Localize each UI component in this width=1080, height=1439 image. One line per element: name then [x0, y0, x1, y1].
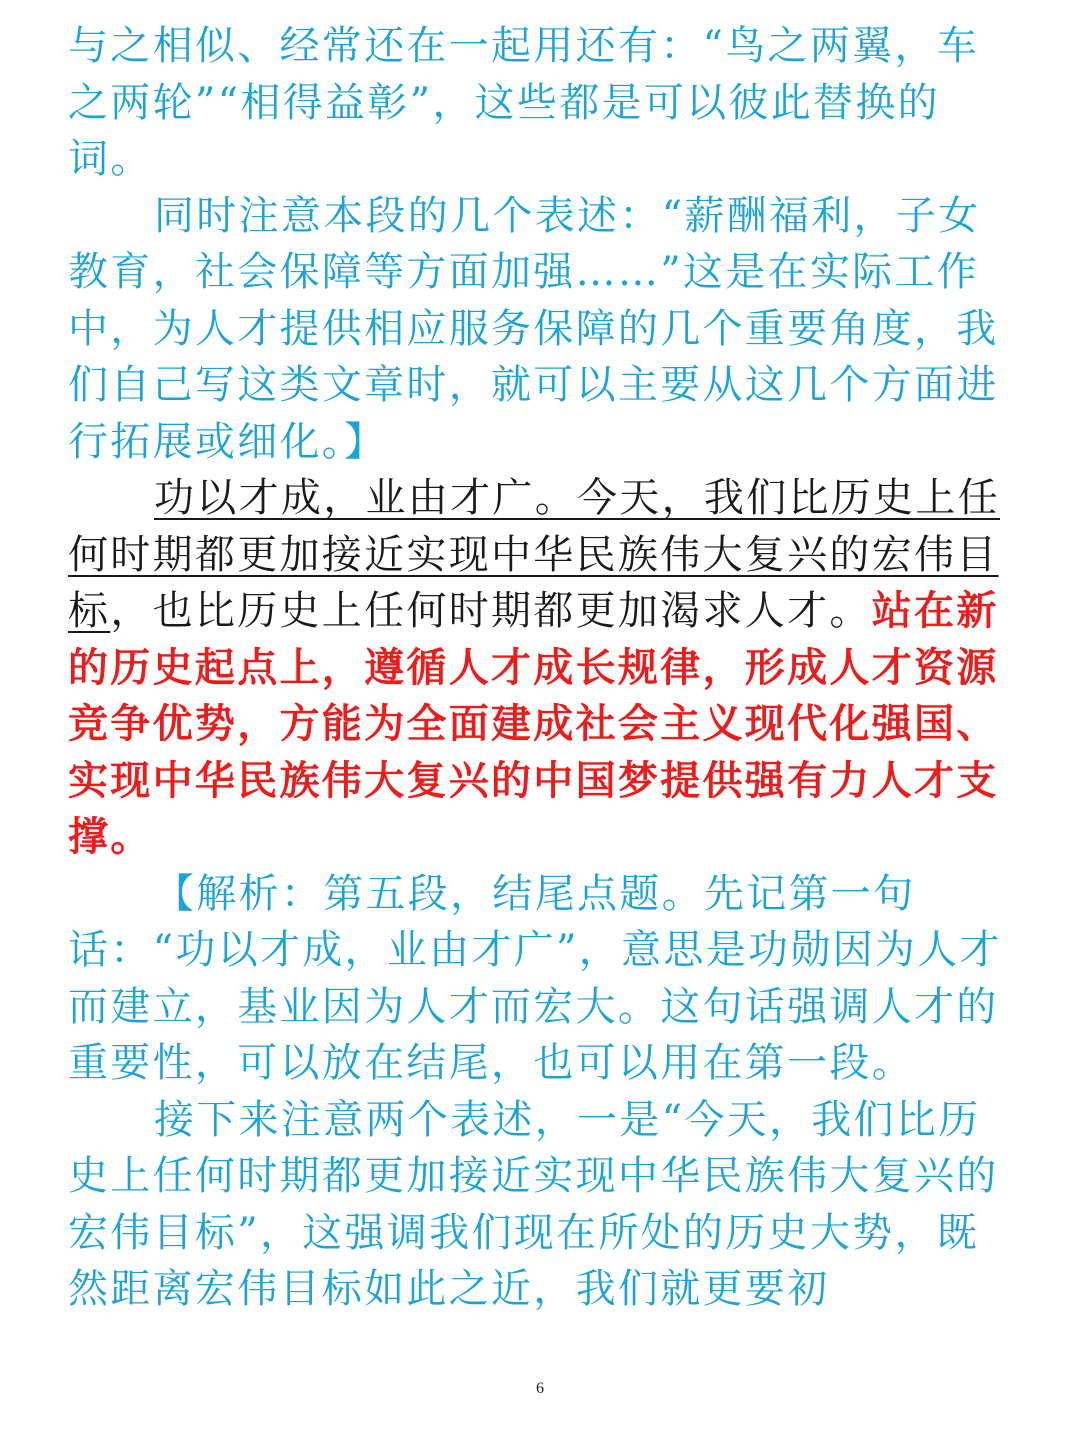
- underlined-text: 功以才成，业由才广。今天，我们比历史上任何时期都更加接近实现中华民族伟大复兴的宏伟目标: [68, 475, 1000, 634]
- analysis-paragraph-2: 同时注意本段的几个表述：“薪酬福利，子女教育，社会保障等方面加强……”这是在实际工作中，为人才提供相应服务保障的几个重要角度，我们自己写这类文章时，就可以主要从这几个方面进行拓展或细化。】: [68, 192, 999, 465]
- red-highlight-text: 站在新的历史起点上，遵循人才成长规律，形成人才资源竞争优势，方能为全面建成社会主义现代化强国、实现中华民族伟大复兴的中国梦提供强有力人才支撑。: [68, 587, 999, 860]
- document-body: [68, 18, 1018, 1318]
- analysis-paragraph-4: 接下来注意两个表述，一是“今天，我们比历史上任何时期都更加接近实现中华民族伟大复兴的宏伟目标”，这强调我们现在所处的历史大势，既然距离宏伟目标如此之近，我们就更要初: [68, 1096, 999, 1312]
- analysis-paragraph-1: 与之相似、经常还在一起用还有：“鸟之两翼，车之两轮”“相得益彰”，这些都是可以彼此替换的词。: [68, 23, 980, 182]
- page-number: 6: [536, 1380, 544, 1397]
- analysis-paragraph-3: 【解析：第五段，结尾点题。先记第一句话：“功以才成，业由才广”，意思是功勋因为人才而建立，基业因为人才而宏大。这句话强调人才的重要性，可以放在结尾，也可以用在第一段。: [68, 870, 1002, 1086]
- source-paragraph: [68, 470, 1018, 866]
- plain-text: ，也比历史上任何时期都更加渴求人才。: [110, 588, 872, 634]
